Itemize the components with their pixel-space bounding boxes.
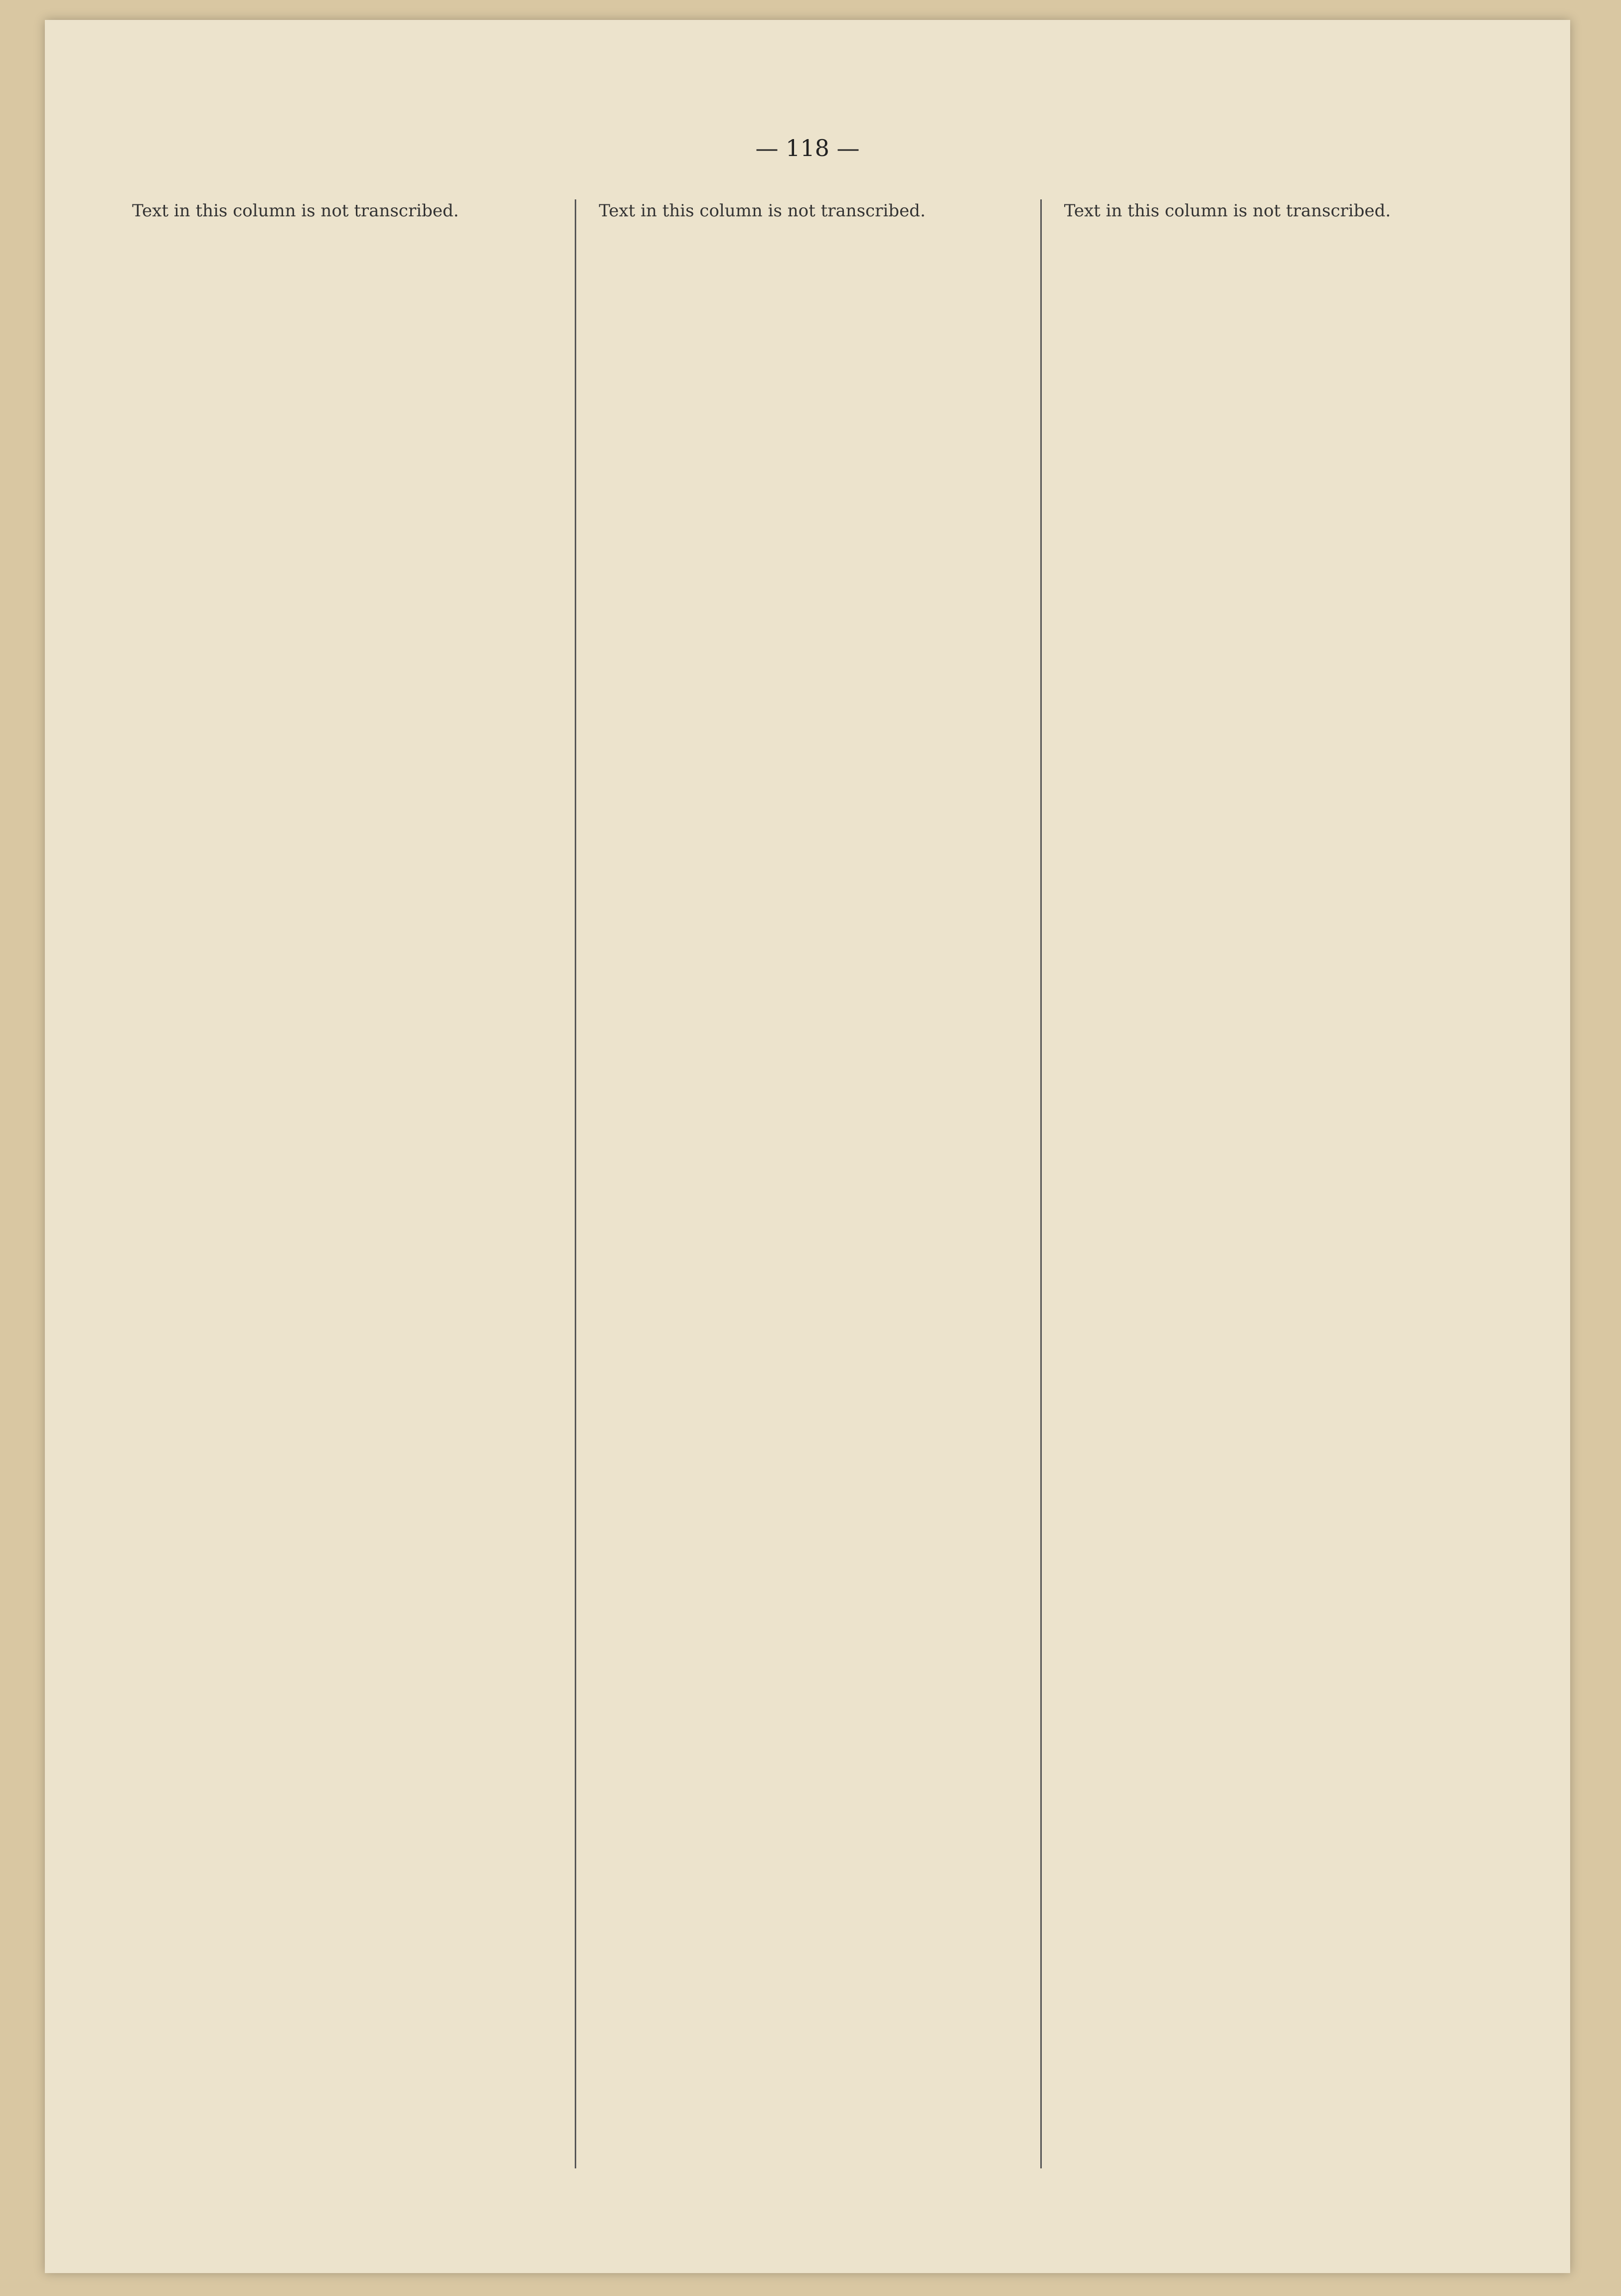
column-right (1040, 199, 1505, 2168)
column-left (110, 199, 575, 2168)
newspaper-page (45, 20, 1570, 2273)
page-number: — 118 — (755, 135, 860, 162)
column-text: Text in this column is not transcribed. (599, 201, 926, 221)
column-text: Text in this column is not transcribed. (1064, 201, 1391, 221)
column-text: Text in this column is not transcribed. (132, 201, 459, 221)
column-middle (575, 199, 1040, 2168)
article-columns (110, 199, 1505, 2168)
